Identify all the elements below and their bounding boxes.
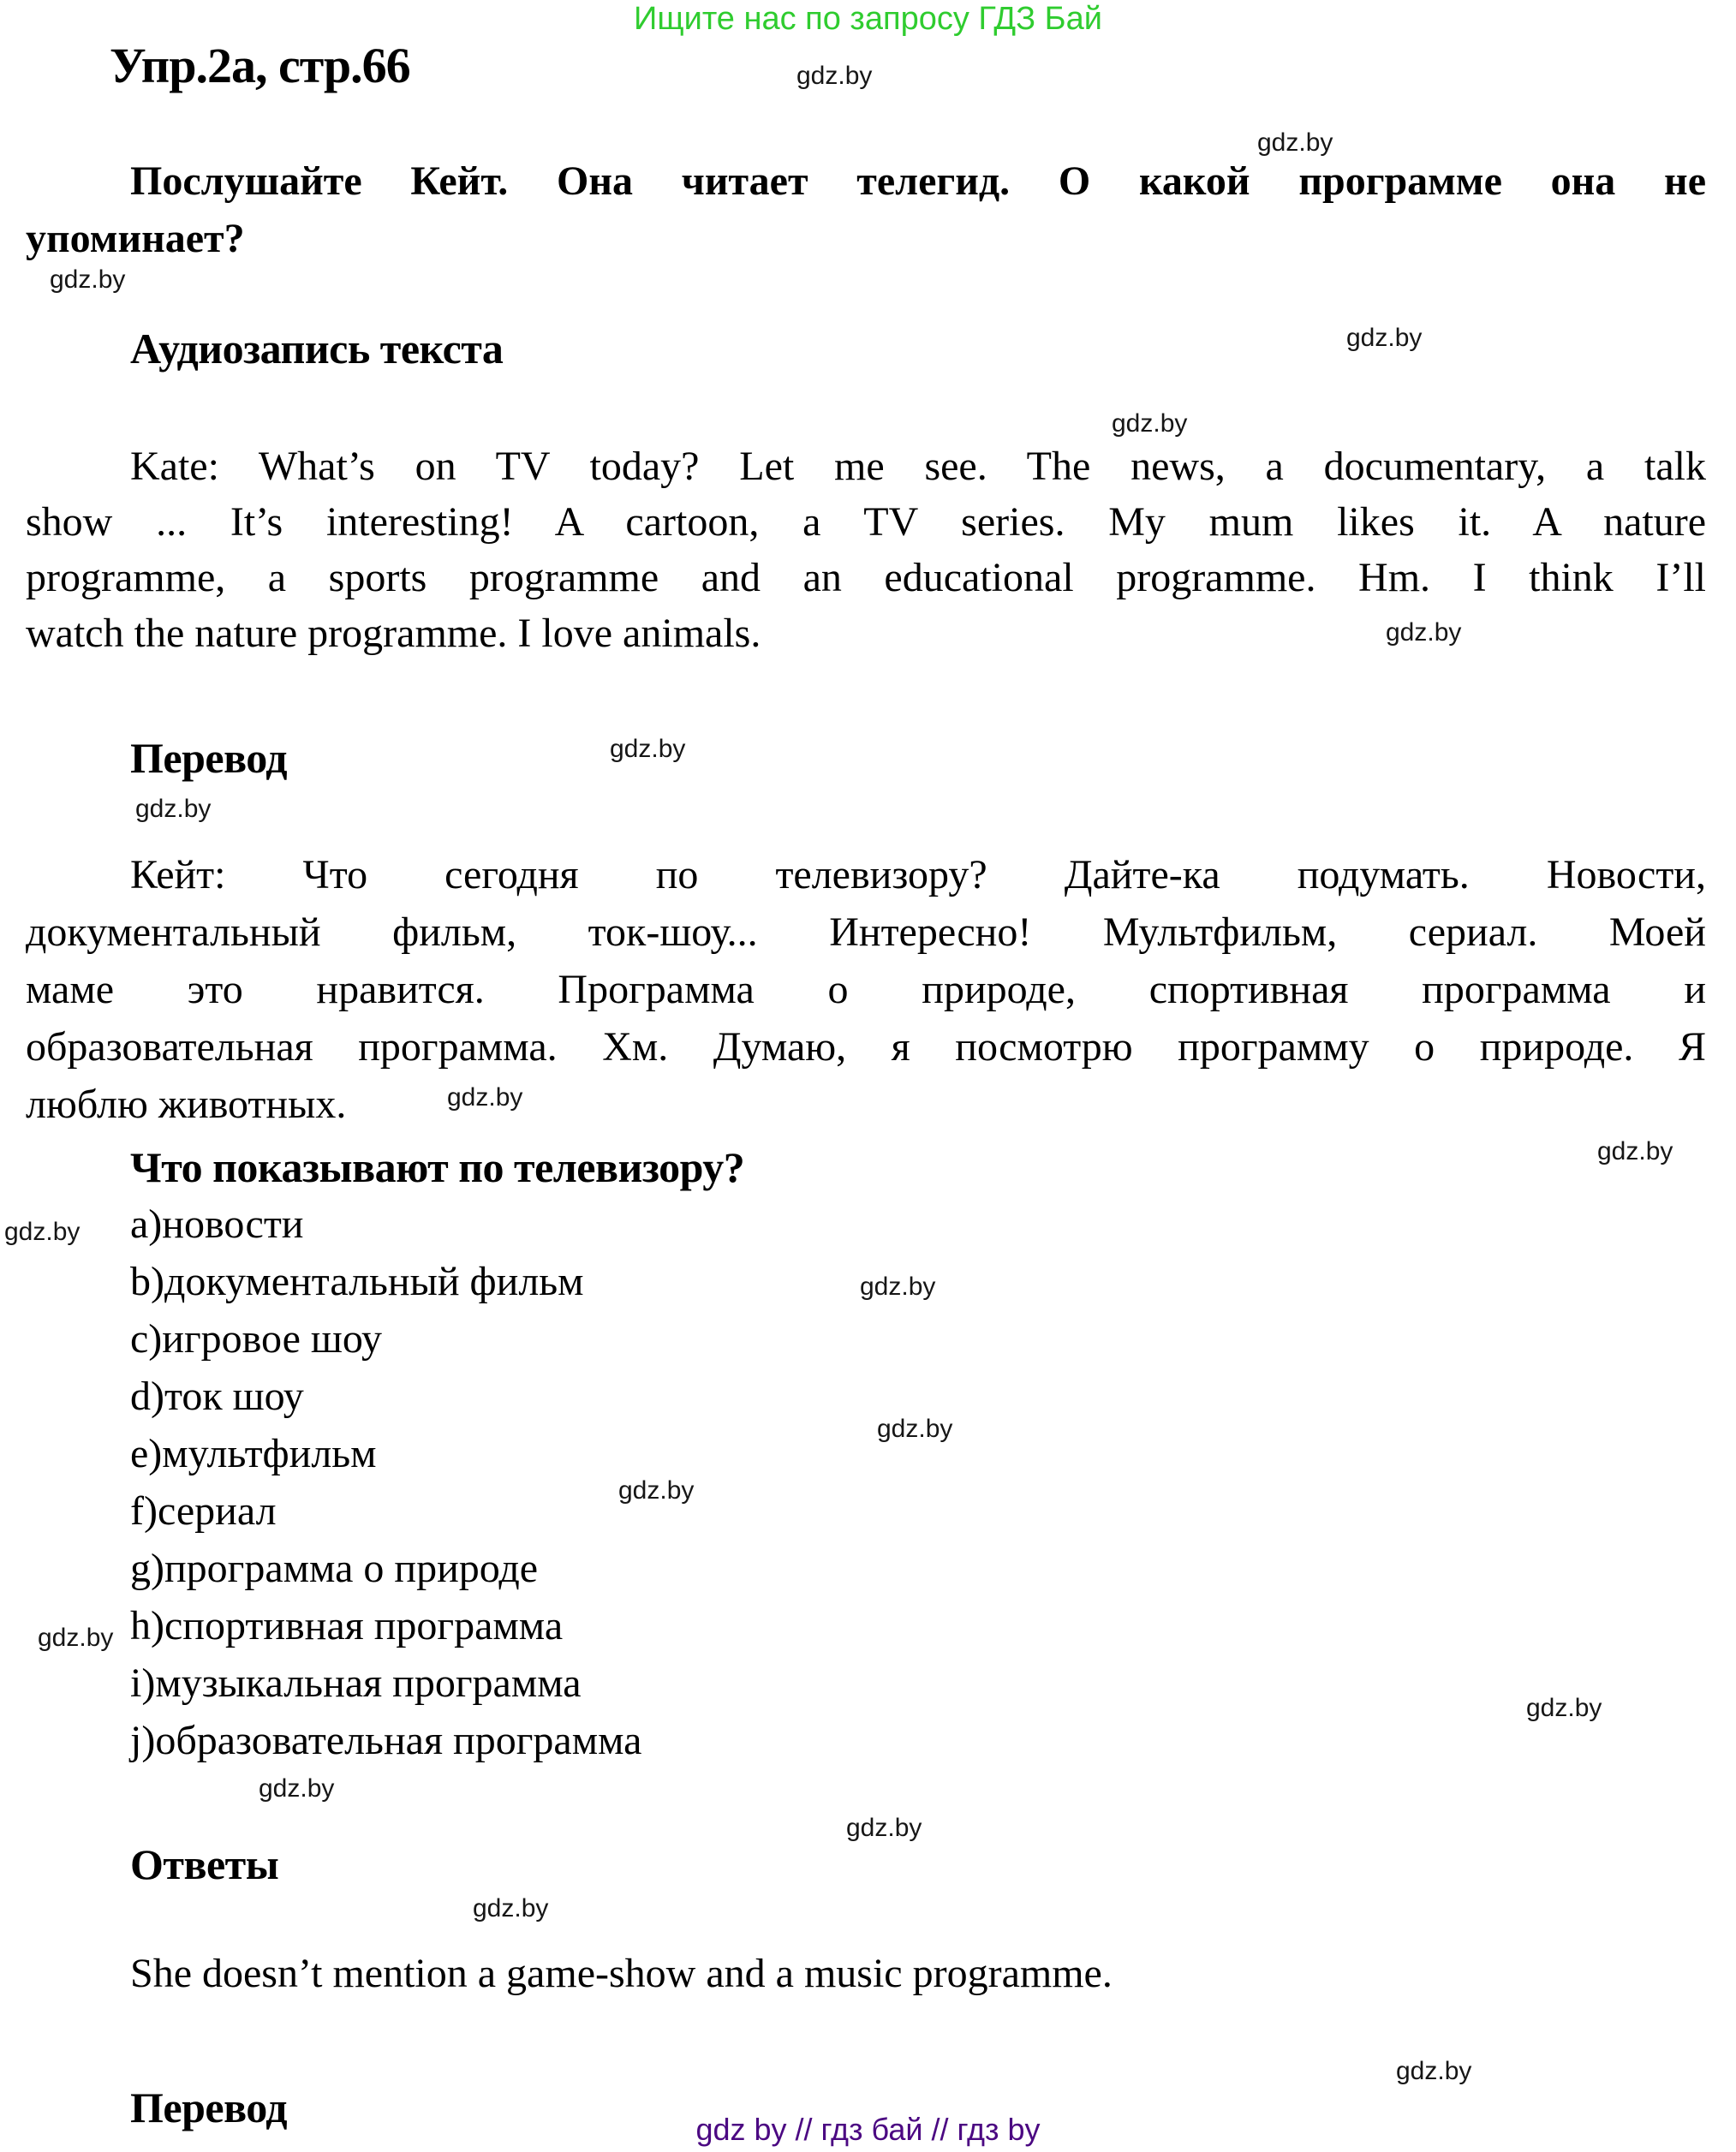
- quiz-item: b)документальный фильм: [130, 1259, 584, 1304]
- quiz-item: i)музыкальная программа: [130, 1660, 582, 1706]
- quiz-item: h)спортивная программа: [130, 1603, 564, 1648]
- gdz-watermark: gdz.by: [846, 1814, 922, 1842]
- quiz-item: a)новости: [130, 1201, 304, 1247]
- gdz-watermark: gdz.by: [618, 1476, 695, 1505]
- quiz-item: d)ток шоу: [130, 1374, 304, 1419]
- paragraph-line: watch the nature programme. I love animals.: [26, 611, 761, 656]
- quiz-item: g)программа о природе: [130, 1546, 539, 1591]
- paragraph-line: Кейт: Что сегодня по телевизору? Дайте-ка подумать. Новости,: [130, 852, 1706, 897]
- paragraph-line: люблю животных.: [26, 1082, 347, 1127]
- gdz-watermark: gdz.by: [259, 1774, 335, 1803]
- audio-heading: Аудиозапись текста: [130, 325, 504, 373]
- quiz-item: e)мультфильм: [130, 1431, 377, 1476]
- page-title: Упр.2а, стр.66: [110, 38, 410, 93]
- gdz-watermark: gdz.by: [1112, 409, 1188, 438]
- gdz-watermark: gdz.by: [1346, 324, 1423, 352]
- gdz-watermark: gdz.by: [1396, 2057, 1472, 2085]
- gdz-watermark: gdz.by: [447, 1083, 523, 1112]
- gdz-watermark: gdz.by: [860, 1273, 936, 1301]
- footer-line: gdz by // гдз бай // гдз by: [695, 2112, 1041, 2147]
- paragraph-line: документальный фильм, ток-шоу... Интересно! Мультфильм, сериал. Моей: [26, 909, 1706, 955]
- paragraph-line: Послушайте Кейт. Она читает телегид. О какой программе она не: [130, 158, 1706, 204]
- translation-heading: Перевод: [130, 734, 288, 782]
- answer-text: She doesn’t mention a game-show and a music programme.: [130, 1951, 1113, 1996]
- gdz-watermark: gdz.by: [877, 1415, 953, 1443]
- quiz-item: j)образовательная программа: [130, 1718, 642, 1763]
- gdz-watermark: gdz.by: [1597, 1137, 1673, 1165]
- promo-banner: Ищите нас по запросу ГДЗ Бай: [634, 1, 1102, 37]
- gdz-watermark: gdz.by: [473, 1894, 549, 1922]
- quiz-heading: Что показывают по телевизору?: [130, 1143, 745, 1191]
- paragraph-line: show ... It’s interesting! A cartoon, a TV series. My mum likes it. A nature: [26, 499, 1706, 545]
- quiz-item: f)сериал: [130, 1488, 277, 1534]
- gdz-watermark: gdz.by: [610, 735, 686, 763]
- translation2-heading: Перевод: [130, 2083, 288, 2131]
- gdz-watermark: gdz.by: [50, 265, 126, 294]
- task-paragraph: [26, 152, 1706, 267]
- paragraph-line: Kate: What’s on TV today? Let me see. The news, a documentary, a talk: [130, 444, 1706, 489]
- quiz-item: c)игровое шоу: [130, 1316, 383, 1362]
- paragraph-line: programme, a sports programme and an educational programme. Hm. I think I’ll: [26, 555, 1706, 600]
- paragraph-line: образовательная программа. Хм. Думаю, я посмотрю программу о природе. Я: [26, 1024, 1706, 1070]
- answers-heading: Ответы: [130, 1840, 279, 1888]
- gdz-watermark: gdz.by: [1257, 128, 1333, 157]
- gdz-watermark: gdz.by: [38, 1624, 114, 1652]
- gdz-watermark: gdz.by: [796, 62, 873, 90]
- translation-paragraph: [26, 846, 1706, 1133]
- quiz-list: [130, 1195, 641, 1769]
- paragraph-line: маме это нравится. Программа о природе, спортивная программа и: [26, 967, 1706, 1012]
- gdz-watermark: gdz.by: [1386, 618, 1462, 647]
- gdz-watermark: gdz.by: [4, 1218, 81, 1246]
- gdz-watermark: gdz.by: [1526, 1694, 1602, 1722]
- gdz-watermark: gdz.by: [135, 795, 212, 823]
- paragraph-line: упоминает?: [26, 216, 245, 261]
